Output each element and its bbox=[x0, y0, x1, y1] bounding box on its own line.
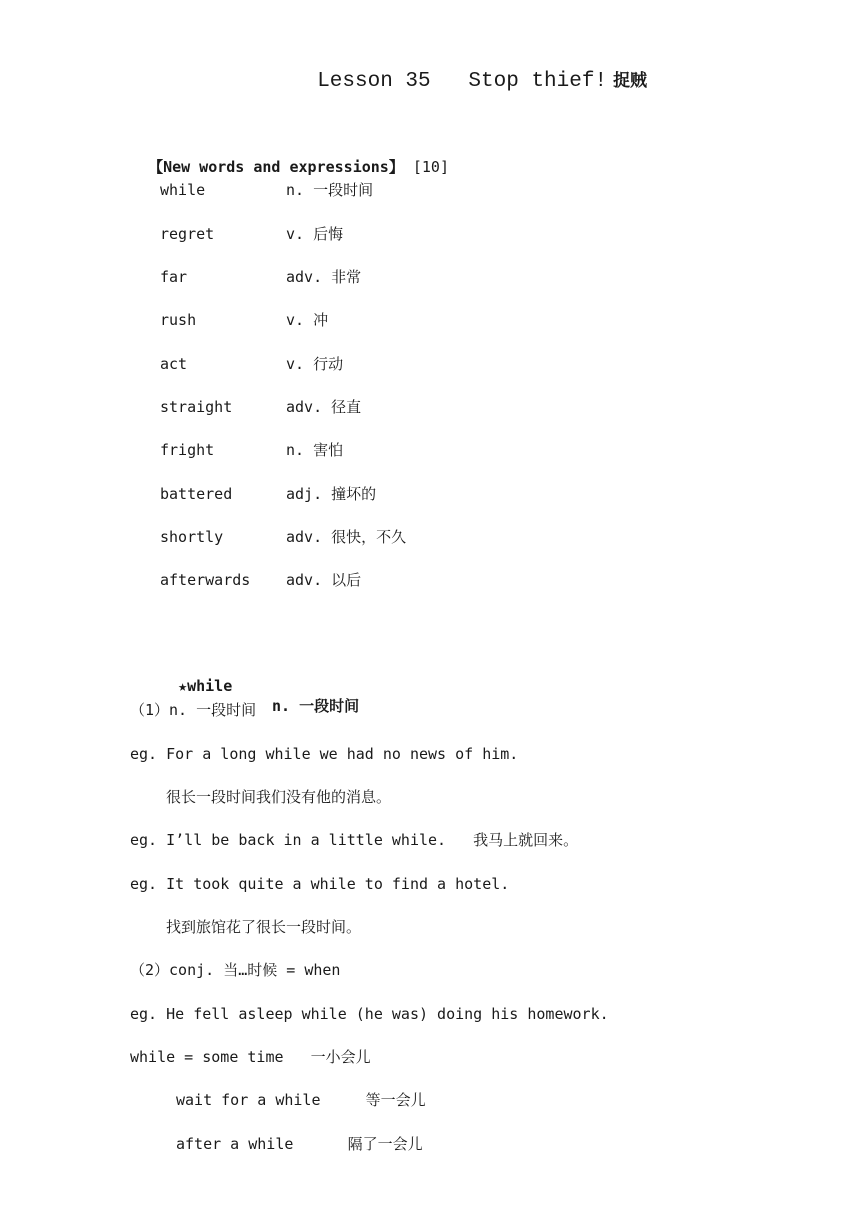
section-label: 【New words and expressions】 bbox=[148, 158, 404, 176]
vocab-word: fright bbox=[160, 441, 215, 459]
vocab-word: straight bbox=[160, 398, 233, 416]
vocab-word: rush bbox=[160, 311, 197, 329]
detail-heading-definition: n. 一段时间 bbox=[272, 697, 360, 715]
vocab-word: act bbox=[160, 355, 188, 373]
vocab-word: far bbox=[160, 268, 188, 286]
vocab-definition: adv. 非常 bbox=[286, 268, 362, 286]
detail-heading-word: ★while bbox=[178, 677, 233, 695]
example-sentence: eg. He fell asleep while (he was) doing his homework. bbox=[130, 1005, 609, 1023]
vocab-definition: v. 行动 bbox=[286, 355, 344, 373]
vocab-word: while bbox=[160, 181, 206, 199]
phrase-note: while = some time 一小会儿 bbox=[130, 1048, 371, 1066]
phrase-example: wait for a while 等一会儿 bbox=[176, 1091, 426, 1109]
title-english: Lesson 35 Stop thief! bbox=[317, 70, 608, 93]
vocab-definition: v. 冲 bbox=[286, 311, 329, 329]
title-chinese: 捉贼 bbox=[613, 71, 648, 91]
vocab-definition: n. 害怕 bbox=[286, 441, 344, 459]
sense-heading: （2）conj. 当…时候 = when bbox=[130, 961, 341, 979]
vocab-definition: n. 一段时间 bbox=[286, 181, 374, 199]
example-translation: 很长一段时间我们没有他的消息。 bbox=[166, 788, 392, 806]
vocab-word: shortly bbox=[160, 528, 224, 546]
example-sentence: eg. For a long while we had no news of him. bbox=[130, 745, 519, 763]
example-sentence: eg. It took quite a while to find a hotel. bbox=[130, 875, 510, 893]
vocab-definition: adv. 以后 bbox=[286, 571, 362, 589]
vocab-definition: adv. 径直 bbox=[286, 398, 362, 416]
vocab-definition: v. 后悔 bbox=[286, 225, 344, 243]
section-count: [10] bbox=[412, 158, 449, 176]
vocab-word: regret bbox=[160, 225, 215, 243]
section-heading bbox=[130, 137, 449, 177]
example-translation: 找到旅馆花了很长一段时间。 bbox=[166, 918, 362, 936]
vocab-definition: adj. 撞坏的 bbox=[286, 485, 377, 503]
vocab-word: afterwards bbox=[160, 571, 251, 589]
sense-heading: （1）n. 一段时间 bbox=[130, 701, 257, 719]
vocab-word: battered bbox=[160, 485, 233, 503]
phrase-example: after a while 隔了一会儿 bbox=[176, 1135, 423, 1153]
example-sentence: eg. I’ll be back in a little while. 我马上就回来。 bbox=[130, 831, 579, 849]
document-title bbox=[0, 47, 860, 93]
vocab-definition: adv. 很快，不久 bbox=[286, 528, 407, 546]
